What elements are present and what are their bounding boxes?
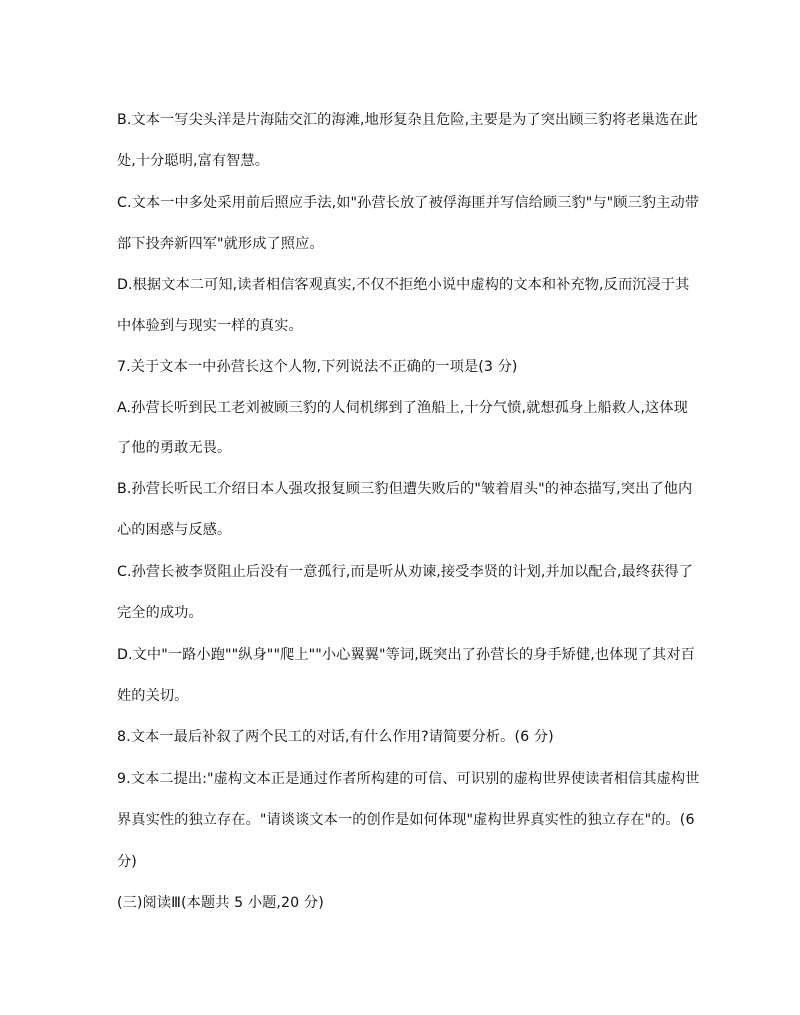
option-c-line-2: 部下投奔新四军"就形成了照应。 bbox=[117, 236, 324, 252]
question-9-line-3: 分) bbox=[117, 854, 137, 870]
option-c-line-1: C.文本一中多处采用前后照应手法,如"孙营长放了被俘海匪并写信给顾三豹"与"顾三豹主动带 bbox=[117, 195, 700, 211]
q7-option-c-line-1: C.孙营长被李贤阻止后没有一意孤行,而是听从劝谏,接受李贤的计划,并加以配合,最终获得了 bbox=[117, 564, 693, 580]
q7-option-b-line-1: B.孙营长听民工介绍日本人强攻报复顾三豹但遭失败后的"皱着眉头"的神态描写,突出了他内 bbox=[117, 481, 693, 497]
option-b-line-2: 处,十分聪明,富有智慧。 bbox=[117, 153, 270, 169]
question-9-line-2: 界真实性的独立存在。"请谈谈文本一的创作是如何体现"虚构世界真实性的独立存在"的。(6 bbox=[117, 812, 695, 828]
section-heading-reading-3: (三)阅读Ⅲ(本题共 5 小题,20 分) bbox=[117, 895, 324, 911]
question-8: 8.文本一最后补叙了两个民工的对话,有什么作用?请简要分析。(6 分) bbox=[117, 729, 554, 745]
q7-option-b-line-2: 心的困惑与反感。 bbox=[117, 522, 232, 538]
q7-option-d-line-1: D.文中"一路小跑""纵身""爬上""小心翼翼"等词,既突出了孙营长的身手矫健,也体现了其对百 bbox=[117, 647, 695, 663]
q7-option-a-line-2: 了他的勇敢无畏。 bbox=[117, 440, 232, 456]
q7-option-c-line-2: 完全的成功。 bbox=[117, 605, 203, 621]
option-d-line-1: D.根据文本二可知,读者相信客观真实,不仅不拒绝小说中虚构的文本和补充物,反而沉浸于其 bbox=[117, 277, 690, 293]
question-9-line-1: 9.文本二提出:"虚构文本正是通过作者所构建的可信、可识别的虚构世界使读者相信其虚构世 bbox=[117, 771, 700, 787]
q7-option-a-line-1: A.孙营长听到民工老刘被顾三豹的人伺机绑到了渔船上,十分气愤,就想孤身上船救人,这体现 bbox=[117, 400, 688, 416]
q7-option-d-line-2: 姓的关切。 bbox=[117, 688, 189, 704]
question-7: 7.关于文本一中孙营长这个人物,下列说法不正确的一项是(3 分) bbox=[117, 359, 518, 375]
option-b-line-1: B.文本一写尖头洋是片海陆交汇的海滩,地形复杂且危险,主要是为了突出顾三豹将老巢选在此 bbox=[117, 112, 698, 128]
option-d-line-2: 中体验到与现实一样的真实。 bbox=[117, 318, 303, 334]
